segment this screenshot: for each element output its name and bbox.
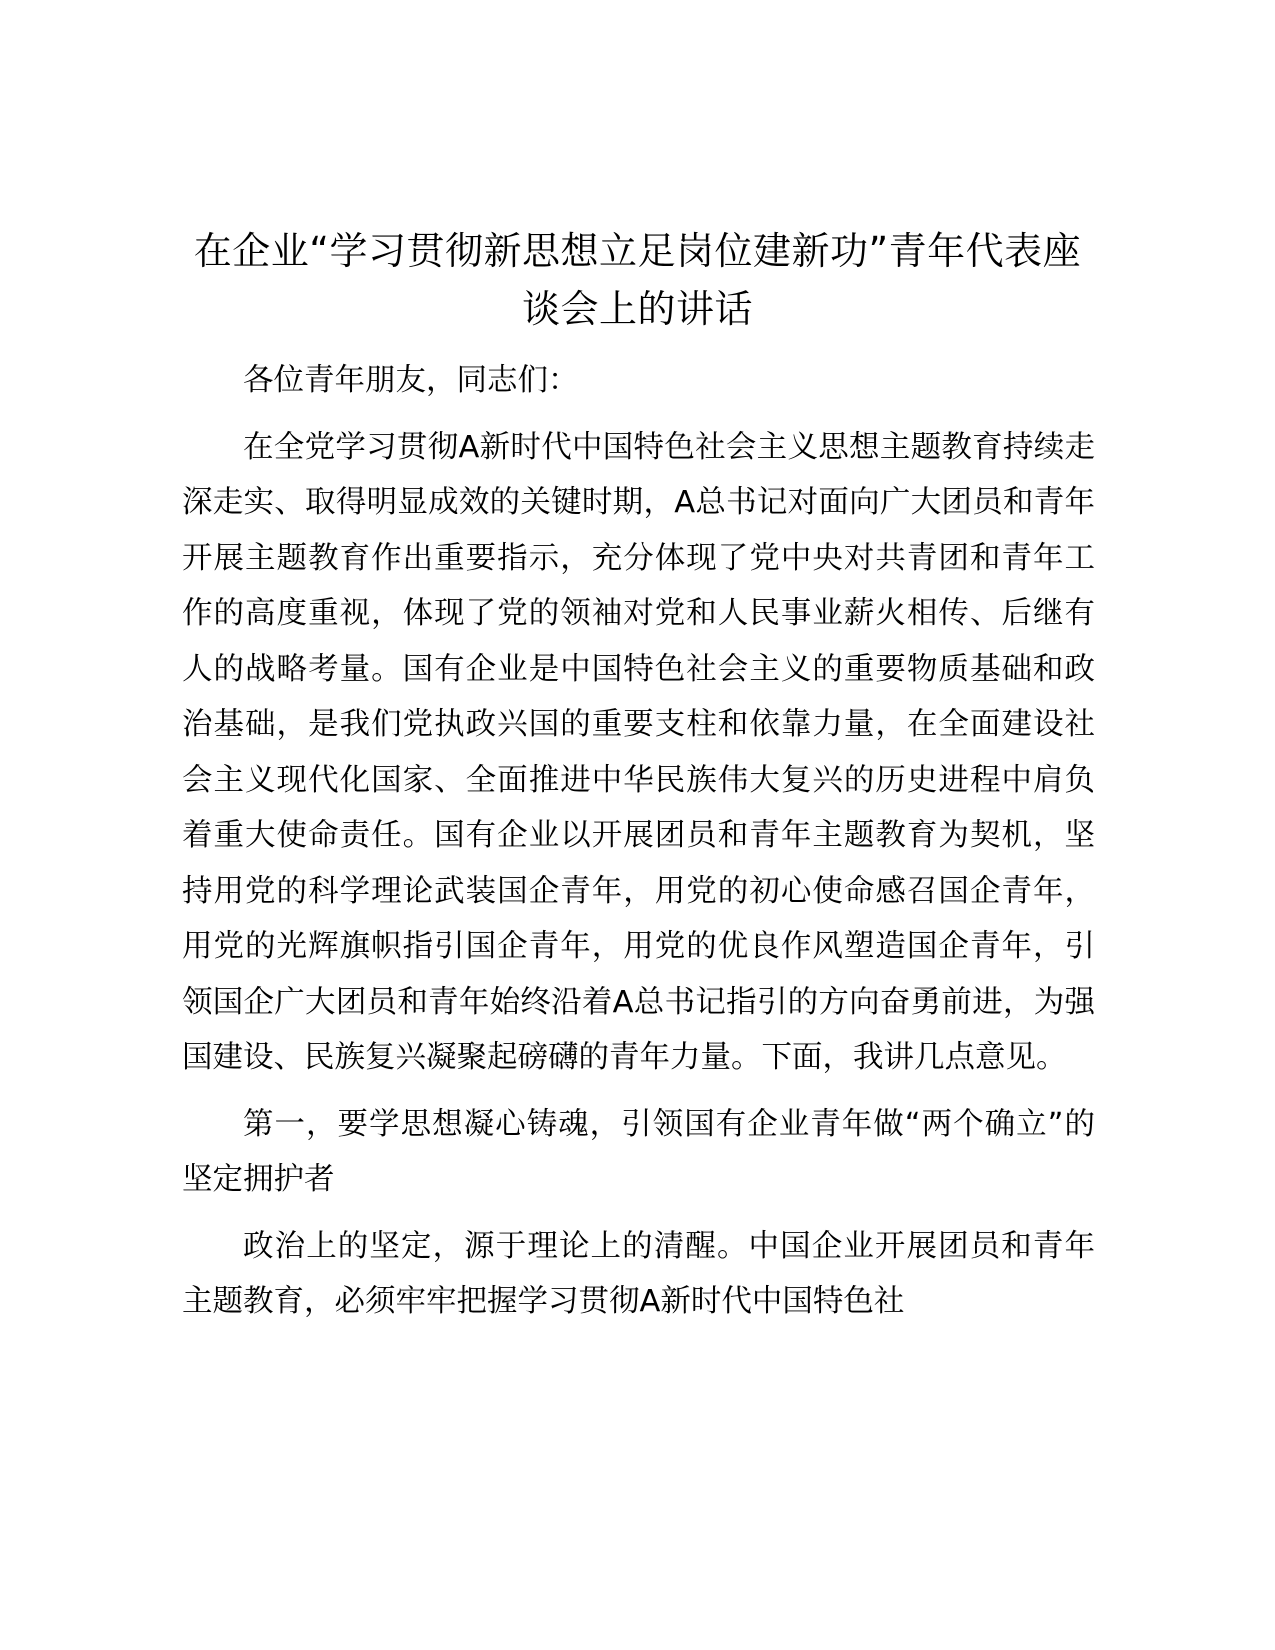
document-body	[182, 353, 1095, 1341]
salutation-paragraph: 各位青年朋友，同志们：	[243, 363, 579, 398]
body-paragraph: 政治上的坚定，源于理论上的清醒。中国企业开展团员和青年主题教育，必须牢牢把握学习贯彻A新时代中国特色社	[182, 1228, 1095, 1319]
document-title: 在企业“学习贯彻新思想立足岗位建新功”青年代表座谈会上的讲话	[193, 229, 1082, 331]
section-heading-first: 第一，要学思想凝心铸魂，引领国有企业青年做“两个确立”的坚定拥护者	[182, 1106, 1095, 1197]
intro-paragraph: 在全党学习贯彻A新时代中国特色社会主义思想主题教育持续走深走实、取得明显成效的关键时期，A总书记对面向广大团员和青年开展主题教育作出重要指示，充分体现了党中央对共青团和青年工作的高度重视，体现了党的领袖对党和人民事业薪火相传、后继有人的战略考量。国有企业是中国特色社会主义的重要物质基础和政治基础，是我们党执政兴国的重要支柱和依靠力量，在全面建设社会主义现代化国家、全面推进中华民族伟大复兴的历史进程中肩负着重大使命责任。国有企业以开展团员和青年主题教育为契机，坚持用党的科学理论武装国企青年，用党的初心使命感召国企青年，用党的光辉旗帜指引国企青年，用党的优良作风塑造国企青年，引领国企广大团员和青年始终沿着A总书记指引的方向奋勇前进，为强国建设、民族复兴凝聚起磅礴的青年力量。下面，我讲几点意见。	[182, 429, 1095, 1075]
